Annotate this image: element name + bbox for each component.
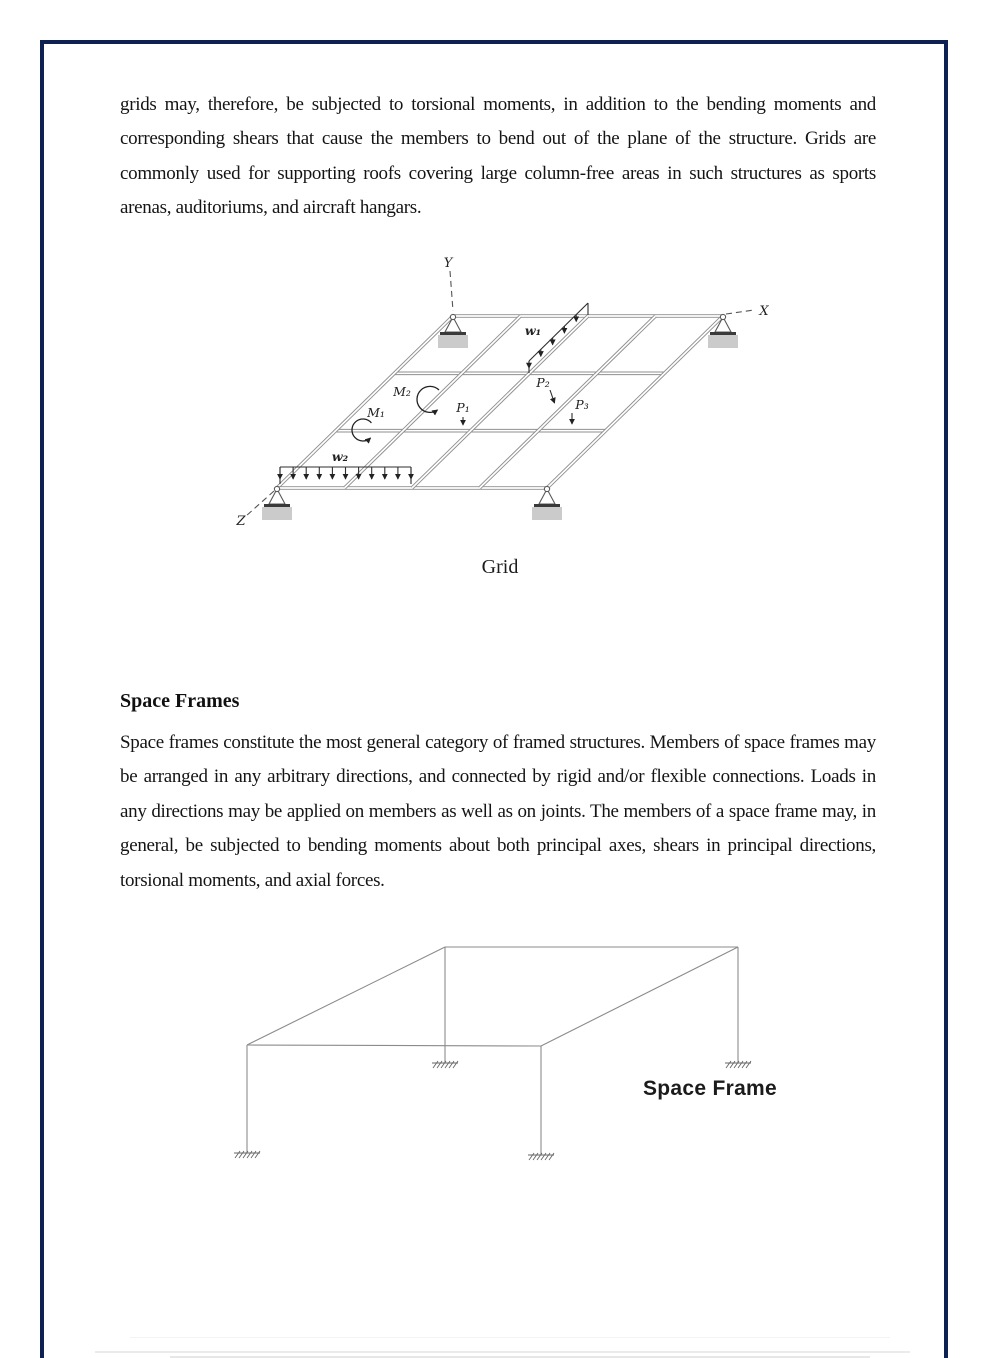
point-load-p1 — [455, 400, 469, 425]
grid-interior-diagonal-beams — [345, 316, 656, 488]
w2-label: w₂ — [331, 449, 349, 464]
distributed-load-w2 — [280, 449, 411, 484]
m2-label: M₂ — [393, 384, 411, 399]
z-axis-label: Z — [236, 514, 246, 529]
space-frame-columns — [247, 947, 738, 1155]
moment-m2 — [392, 384, 439, 412]
support-top-left — [438, 314, 468, 348]
distributed-load-w1 — [525, 303, 588, 373]
p3-label: P₃ — [575, 397, 589, 412]
space-frame-figure-label: Space Frame — [642, 1077, 778, 1100]
point-load-p2 — [535, 375, 554, 403]
fixed-support-hatches — [234, 1061, 751, 1160]
support-bottom-right — [532, 486, 562, 520]
point-load-p3 — [572, 397, 589, 424]
space-frame-roof — [247, 947, 738, 1046]
grid-figure-caption: Grid — [481, 556, 519, 578]
y-axis-label: Y — [443, 256, 453, 271]
section-heading-space-frames: Space Frames — [120, 690, 240, 712]
space-frame-figure — [230, 935, 790, 1167]
support-bottom-left — [262, 486, 292, 520]
support-top-right — [708, 314, 738, 348]
page-bottom-shadow-faint — [130, 1337, 890, 1338]
w1-label: w₁ — [524, 323, 542, 338]
paragraph-grids: grids may, therefore, be subjected to torsional moments, in addition to the bending moments and corresponding shears that cause the members to bend out of the plane of the structure. Grids are commonly used for supporting roofs covering large column-free areas in such structures as sports arenas, auditoriums, and aircraft hangars. — [120, 94, 876, 219]
page-bottom-shadow — [95, 1351, 910, 1353]
paragraph-space-frames: Space frames constitute the most general category of framed structures. Members of space frames may be arranged in any arbitrary directions, and connected by rigid and/or flexible connections. Loads in any directions may be applied on members as well as on joints. The members of a space frame may, in general, be subjected to bending moments about both principal axes, shears in principal directions, torsional moments, and axial forces. — [120, 732, 876, 891]
x-axis-label: X — [759, 304, 769, 319]
m1-label: M₁ — [367, 405, 385, 420]
p2-label: P₂ — [536, 375, 550, 390]
p1-label: P₁ — [456, 400, 470, 415]
grid-structure-figure — [230, 253, 780, 545]
